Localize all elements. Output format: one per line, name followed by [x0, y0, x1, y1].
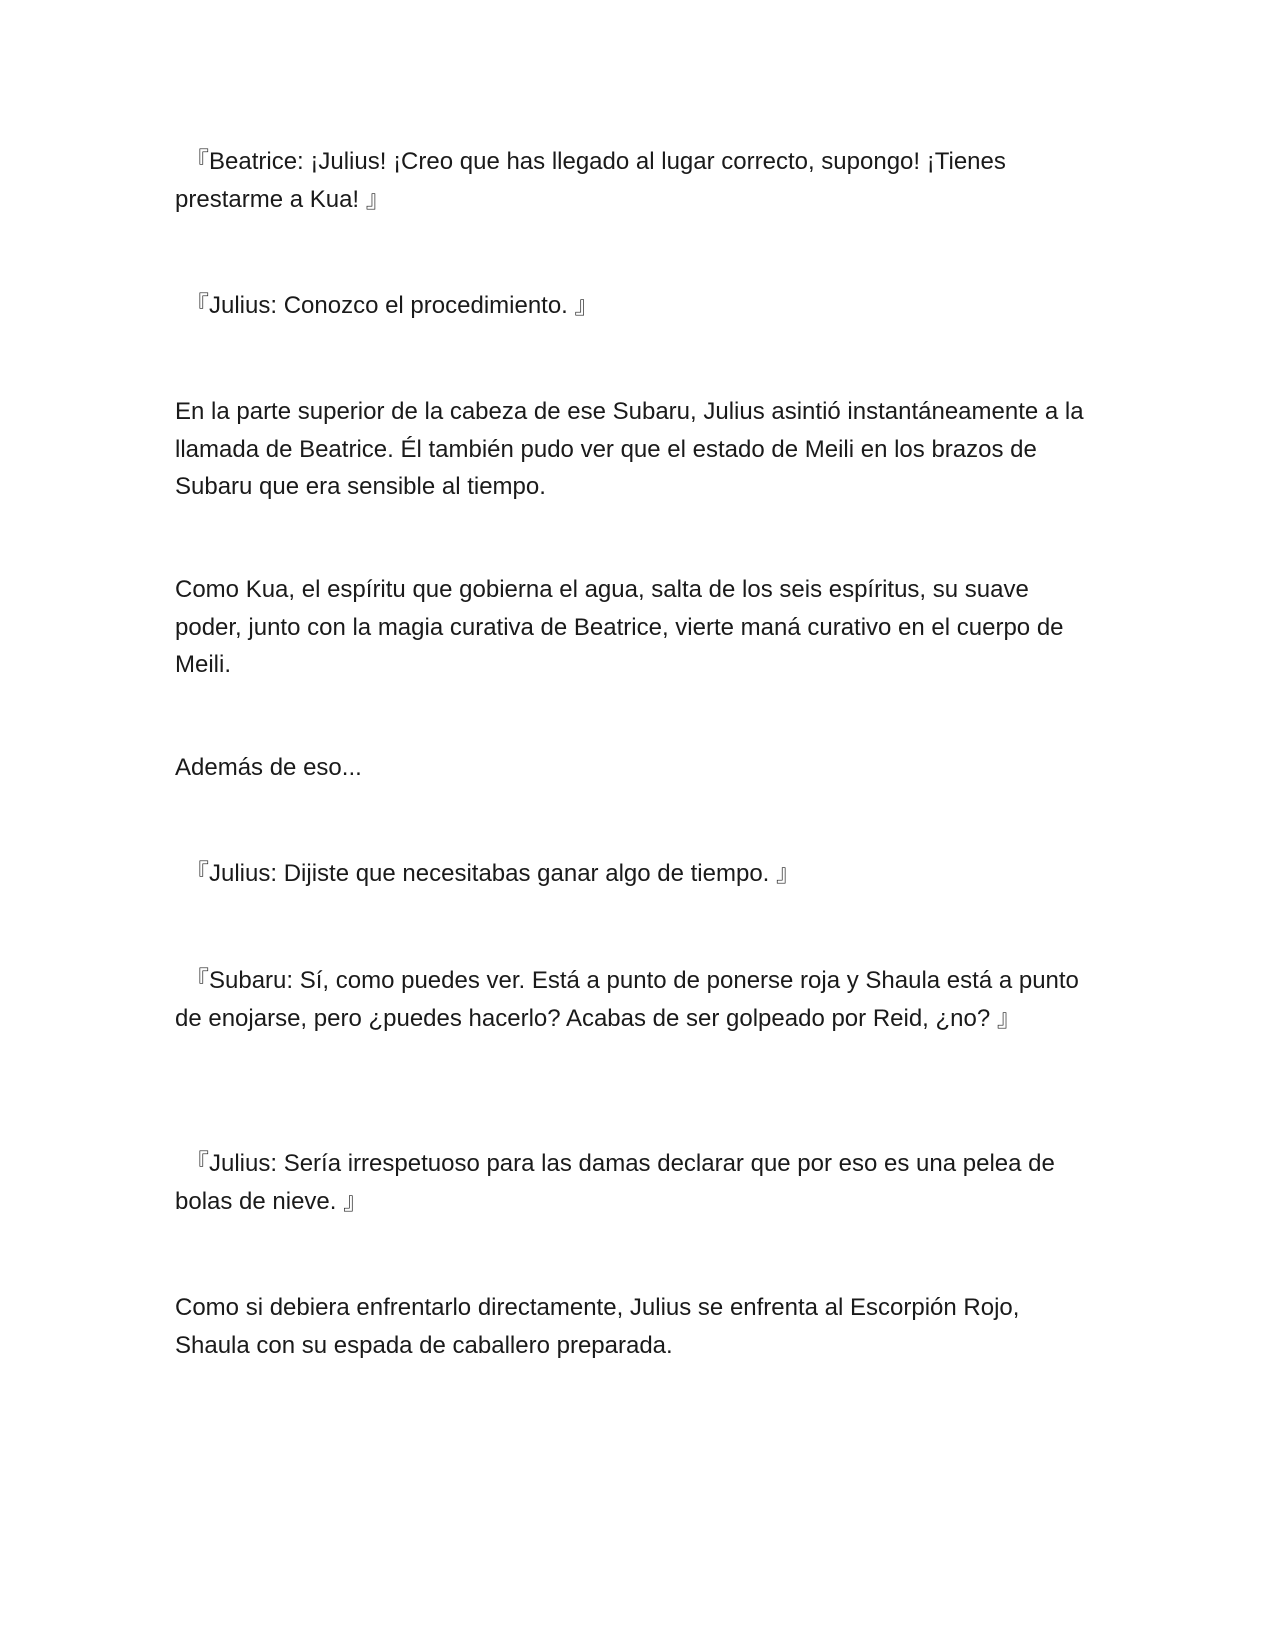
dialogue-beatrice: 『Beatrice: ¡Julius! ¡Creo que has llegado al lugar correcto, supongo! ¡Tienes prestarme a Kua! 』 [175, 148, 1006, 213]
dialogue-julius-snowball: 『Julius: Sería irrespetuoso para las damas declarar que por eso es una pelea de bolas de nieve. 』 [175, 1150, 1055, 1215]
dialogue-julius-time: 『Julius: Dijiste que necesitabas ganar algo de tiempo. 』 [185, 860, 800, 887]
narration-paragraph-1: En la parte superior de la cabeza de ese Subaru, Julius asintió instantáneamente a la llamada de Beatrice. Él también pudo ver que el estado de Meili en los brazos de Subaru que era sensible al tiempo. [175, 398, 1084, 500]
narration-paragraph-4: Como si debiera enfrentarlo directamente, Julius se enfrenta al Escorpión Rojo, Shaula con su espada de caballero preparada. [175, 1294, 1020, 1359]
narration-paragraph-2: Como Kua, el espíritu que gobierna el agua, salta de los seis espíritus, su suave poder, junto con la magia curativa de Beatrice, vierte maná curativo en el cuerpo de Meili. [175, 576, 1064, 678]
dialogue-julius-procedure: 『Julius: Conozco el procedimiento. 』 [185, 292, 599, 319]
narration-paragraph-3: Además de eso... [175, 754, 362, 781]
dialogue-subaru: 『Subaru: Sí, como puedes ver. Está a punto de ponerse roja y Shaula está a punto de enojarse, pero ¿puedes hacerlo? Acabas de ser golpeado por Reid, ¿no? 』 [175, 967, 1079, 1032]
